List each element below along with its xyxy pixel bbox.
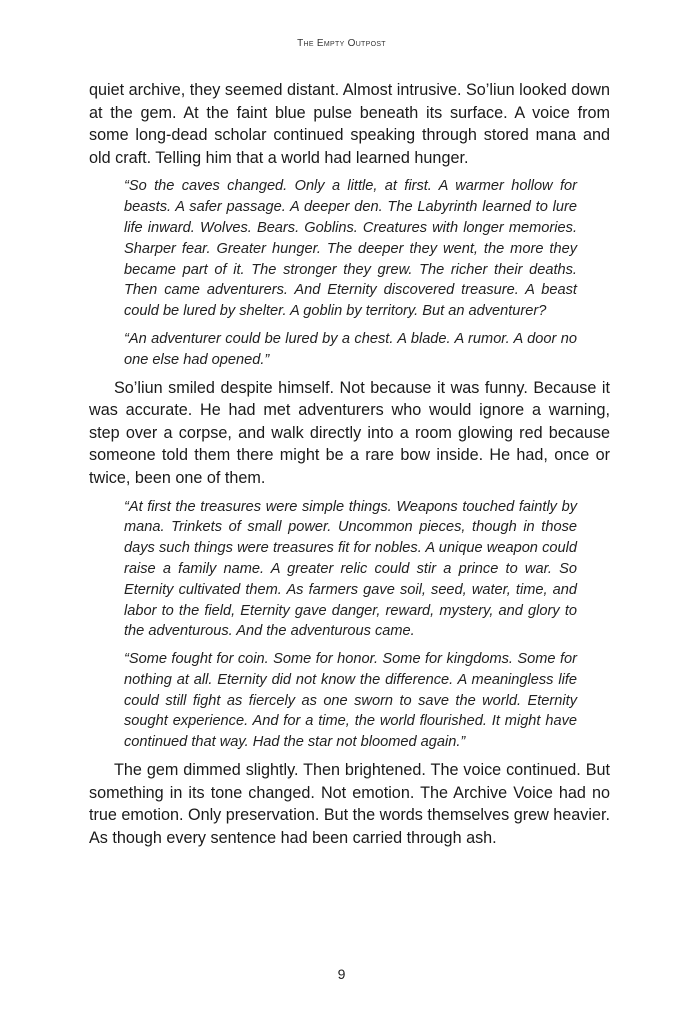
quoted-passage: “An adventurer could be lured by a chest. A blade. A rumor. A door no one else had opened.” bbox=[124, 330, 577, 368]
paragraph: So’liun smiled despite himself. Not because it was funny. Because it was accurate. He had met adventurers who would ignore a warning, step over a corpse, and walk directly into a room glowing red because someone told them there might be a rare bow inside. He had, once or twice, been one of them. bbox=[89, 378, 610, 487]
paragraph: The gem dimmed slightly. Then brightened. The voice continued. But something in its tone changed. Not emotion. The Archive Voice had no true emotion. Only preservation. But the words themselves grew heavier. As though every sentence had been carried through ash. bbox=[89, 761, 610, 847]
quoted-passage: “Some fought for coin. Some for honor. Some for kingdoms. Some for nothing at all. Eternity did not know the difference. A meaningless life could still fight as fiercely as one sworn to save the world. Eternity sought experience. And for a time, the world flourished. It might have continued that way. Had the star not bloomed again.” bbox=[124, 651, 577, 751]
running-header: The Empty Outpost bbox=[297, 38, 386, 49]
quoted-passage: “At first the treasures were simple things. Weapons touched faintly by mana. Trinkets of small power. Uncommon pieces, though in those days such things were treasures fit for nobles. A unique weapon could raise a family name. A greater relic could stir a prince to war. So Eternity cultivated them. As farmers gave soil, seed, water, time, and labor to the field, Eternity gave danger, reward, mystery, and glory to the adventurous. And the adventurous came. bbox=[124, 498, 577, 640]
paragraph: quiet archive, they seemed distant. Almost intrusive. So’liun looked down at the gem. At the faint blue pulse beneath its surface. A voice from some long-dead scholar continued speaking through stored mana and old craft. Telling him that a world had learned hunger. bbox=[89, 81, 610, 167]
quoted-passage: “So the caves changed. Only a little, at first. A warmer hollow for beasts. A safer passage. A deeper den. The Labyrinth learned to lure life inward. Wolves. Bears. Goblins. Creatures with longer memories. Sharper fear. Greater hunger. The deeper they went, the more they became part of it. The stronger they grew. The richer their deaths. Then came adventurers. And Eternity discovered treasure. A beast could be lured by shelter. A goblin by territory. But an adventurer? bbox=[124, 178, 577, 320]
page-number: 9 bbox=[337, 966, 346, 982]
page-body bbox=[89, 79, 610, 849]
